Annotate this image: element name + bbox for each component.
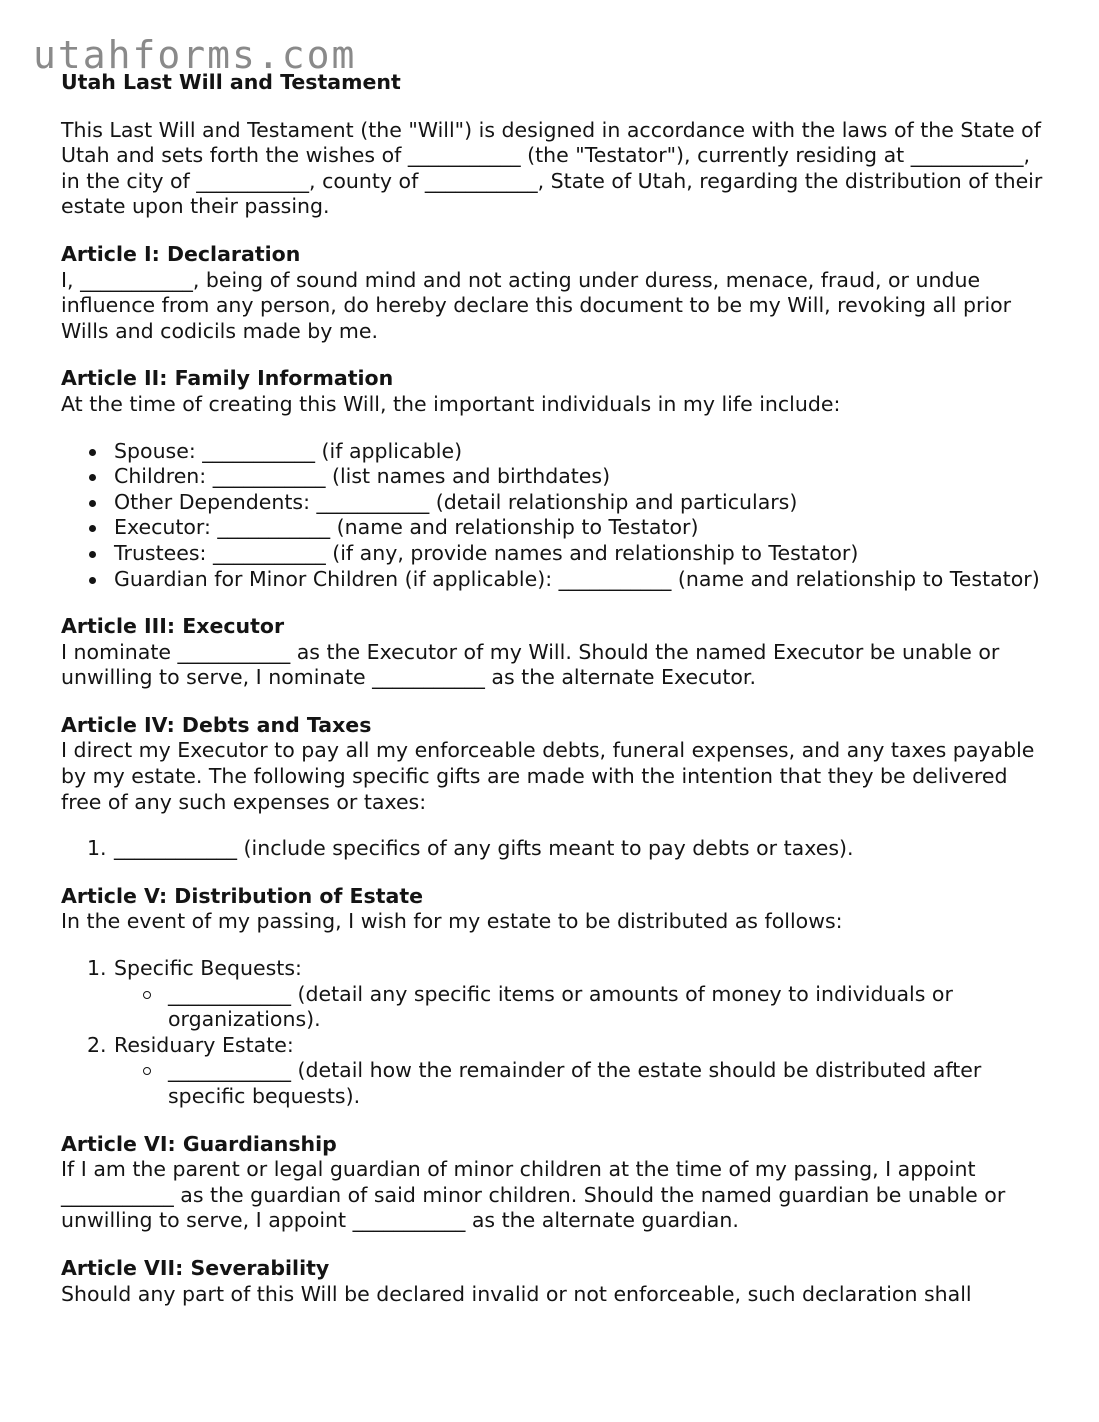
article-body: I, ___________, being of sound mind and not acting under duress, menace, fraud, or undue influence from any person, do hereby declare this document to be my Will, revoking all prior Wills and codicils made by me. xyxy=(61,267,1012,343)
article-declaration xyxy=(61,242,1046,344)
article-body: I nominate ___________ as the Executor of my Will. Should the named Executor be unable or unwilling to serve, I nominate ___________ as the alternate Executor. xyxy=(61,639,1000,690)
article-heading: Article VI: Guardianship xyxy=(61,1131,337,1156)
article-heading: Article IV: Debts and Taxes xyxy=(61,712,372,737)
list-item-text: Other Dependents: ___________ (detail relationship and particulars) xyxy=(114,489,798,514)
will-document xyxy=(61,70,1046,1329)
article-body: At the time of creating this Will, the important individuals in my life include: xyxy=(61,391,841,416)
list-item xyxy=(114,490,1046,516)
article-distribution-of-estate xyxy=(61,884,1046,1110)
bullet-icon xyxy=(89,474,96,481)
article-body: If I am the parent or legal guardian of minor children at the time of my passing, I appoint ___________ as the guardian of said minor children. Should the named guardian be unable or unwilling to serve, I appoint ___________ as the alternate guardian. xyxy=(61,1157,1006,1233)
article-heading: Article III: Executor xyxy=(61,614,285,639)
article-heading: Article I: Declaration xyxy=(61,241,301,266)
sub-list-item-text: ____________ (detail how the remainder of the estate should be distributed after specific bequests). xyxy=(168,1058,982,1108)
list-item xyxy=(87,956,1046,1033)
sub-list xyxy=(114,1058,1046,1109)
bullet-icon xyxy=(89,551,96,558)
sub-list xyxy=(114,982,1046,1033)
sub-list-item xyxy=(168,1058,1046,1109)
list-item-text: Spouse: ___________ (if applicable) xyxy=(114,438,463,463)
article-family-information xyxy=(61,366,1046,592)
list-item-text: Residuary Estate: xyxy=(114,1032,294,1057)
sub-list-item xyxy=(168,982,1046,1033)
article-body: In the event of my passing, I wish for my estate to be distributed as follows: xyxy=(61,909,843,934)
bullet-icon xyxy=(89,449,96,456)
bullet-icon xyxy=(89,500,96,507)
site-watermark: utahforms.com xyxy=(33,33,357,77)
list-number: 2. xyxy=(87,1032,107,1057)
bullet-icon xyxy=(89,525,96,532)
article-heading: Article VII: Severability xyxy=(61,1255,330,1280)
sub-list-item-text: ____________ (detail any specific items or amounts of money to individuals or organizations). xyxy=(168,981,953,1032)
list-item xyxy=(114,541,1046,567)
list-item-text: Guardian for Minor Children (if applicable): ___________ (name and relationship to Testator) xyxy=(114,566,1040,591)
list-item xyxy=(87,1032,1046,1110)
list-item-text: ____________ (include specifics of any gifts meant to pay debts or taxes). xyxy=(114,836,854,861)
list-number: 1. xyxy=(87,836,107,861)
list-item-text: Children: ___________ (list names and birthdates) xyxy=(114,464,611,489)
article-executor xyxy=(61,614,1046,691)
article-severability xyxy=(61,1256,1046,1307)
article-guardianship xyxy=(61,1132,1046,1234)
list-item-text: Specific Bequests: xyxy=(114,956,302,981)
document-title: Utah Last Will and Testament xyxy=(61,70,401,94)
list-number: 1. xyxy=(87,956,107,981)
circle-bullet-icon xyxy=(143,1067,151,1075)
list-item xyxy=(114,515,1046,541)
intro-paragraph: This Last Will and Testament (the "Will") is designed in accordance with the laws of the State of Utah and sets forth the wishes of ___________ (the "Testator"), currently residing at ___________, in the city of ___________, county of ___________, State of Utah, regarding the distribution of their estate upon their passing. xyxy=(61,117,1043,219)
list-item xyxy=(114,439,1046,465)
article-body: Should any part of this Will be declared invalid or not enforceable, such declaration shall xyxy=(61,1281,972,1306)
list-item-text: Executor: ___________ (name and relationship to Testator) xyxy=(114,515,699,540)
bullet-icon xyxy=(89,577,96,584)
list-item xyxy=(114,464,1046,490)
family-list xyxy=(61,439,1046,593)
list-item xyxy=(114,567,1046,593)
article-heading: Article V: Distribution of Estate xyxy=(61,883,424,908)
article-body: I direct my Executor to pay all my enforceable debts, funeral expenses, and any taxes payable by my estate. The following specific gifts are made with the intention that they be delivered free of any such expenses or taxes: xyxy=(61,738,1035,814)
article-heading: Article II: Family Information xyxy=(61,366,394,391)
distribution-list xyxy=(61,956,1046,1110)
gifts-list xyxy=(61,836,1046,862)
article-debts-and-taxes xyxy=(61,713,1046,862)
list-item-text: Trustees: ___________ (if any, provide names and relationship to Testator) xyxy=(114,540,859,565)
list-item xyxy=(87,836,1046,862)
circle-bullet-icon xyxy=(143,991,151,999)
